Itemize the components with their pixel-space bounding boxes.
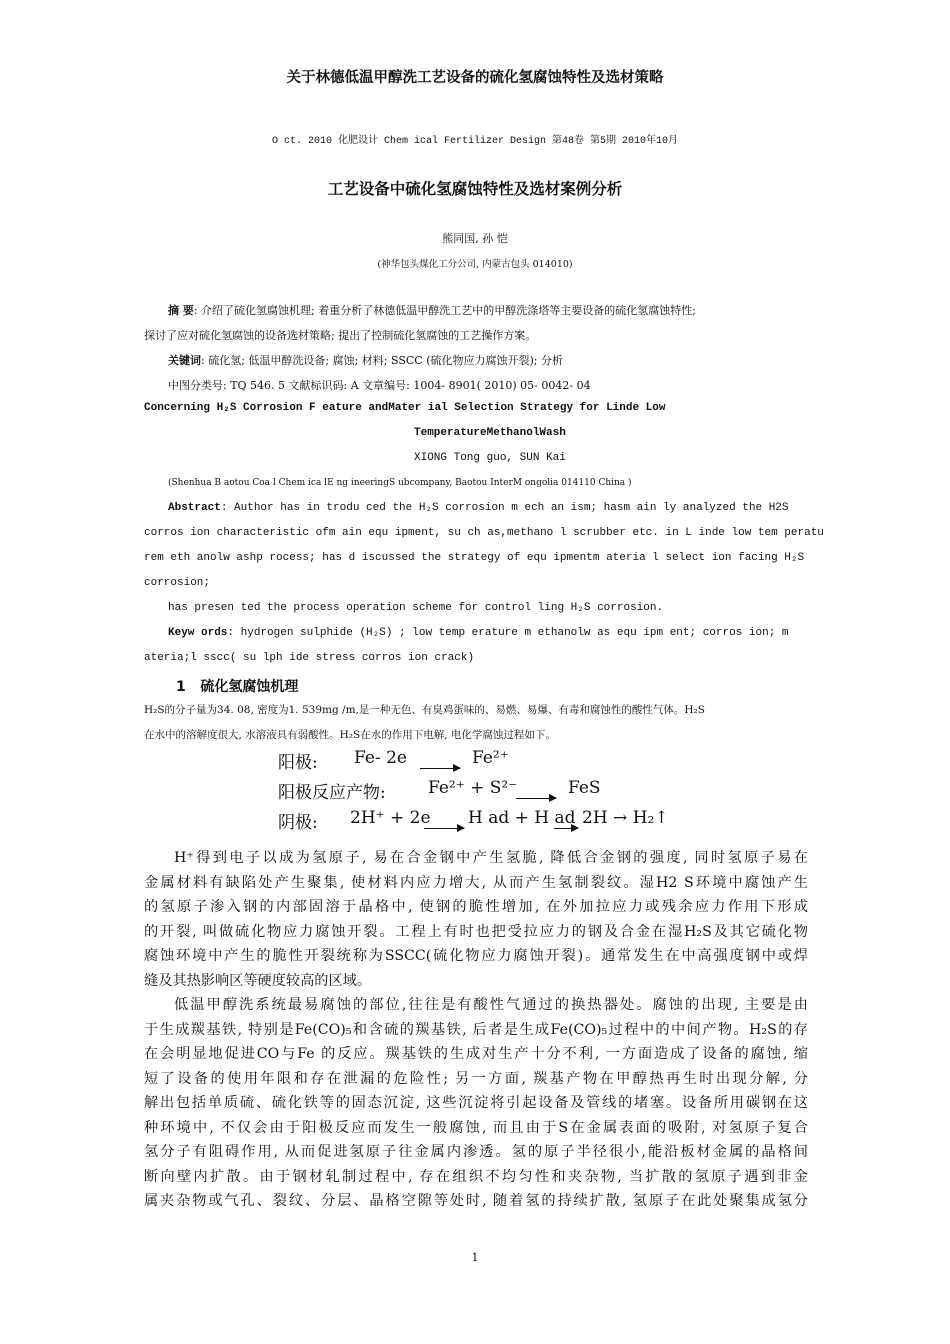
- paragraph-2-line: 种环境中, 不仅会由于阳极反应而发生一般腐蚀, 而且由于S在金属表面的吸附, 对氢原子复合: [144, 1119, 808, 1136]
- cathode-right: 2H → H₂↑: [582, 808, 669, 828]
- product-left: Fe²⁺ + S²⁻: [428, 778, 518, 798]
- section-1-intro-2: 在水中的溶解度很大, 水溶液具有弱酸性。H₂S在水的作用下电解, 电化学腐蚀过程如下。: [144, 729, 556, 741]
- article-title: 工艺设备中硫化氢腐蚀特性及选材案例分析: [327, 180, 623, 198]
- paragraph-1-line: 的氢原子渗入钢的内部固溶于晶格中, 使钢的脆性增加, 在外加拉应力或残余应力作用下形成: [144, 899, 808, 915]
- abstract-en-text-2: corros ion characteristic ofm ain equ ipment, su ch as,methano l scrubber etc. in L inde low tem peratu: [144, 527, 824, 539]
- abstract-en-text-4: corrosion;: [144, 577, 211, 589]
- keywords-cn-label: 关键词: [168, 354, 201, 367]
- keywords-en-text-1: : hydrogen sulphide (H₂S) ; low temp erature m ethanolw as equ ipm ent; corros ion; m: [227, 627, 789, 639]
- document-title: 关于林德低温甲醇洗工艺设备的硫化氢腐蚀特性及选材策略: [286, 70, 664, 86]
- paragraph-2-line: 解出包括单质硫、硫化铁等的固态沉淀, 这些沉淀将引起设备及管线的堵塞。设备所用碳钢在这: [144, 1095, 808, 1111]
- anode-right: Fe²⁺: [472, 748, 509, 768]
- keywords-en-label: Keyw ords: [168, 627, 228, 639]
- english-authors: XIONG Tong guo, SUN Kai: [414, 452, 566, 464]
- paragraph-2-line: 短了设备的使用年限和存在泄漏的危险性; 另一方面, 羰基产物在甲醇热再生时出现分解, 分: [144, 1070, 808, 1087]
- cathode-label: 阴极:: [278, 813, 318, 833]
- abstract-cn-line-1: [168, 302, 808, 318]
- paragraph-2-line: 在会明显地促进CO与Fe 的反应。羰基铁的生成对生产十分不利, 一方面造成了设备的腐蚀, 缩: [144, 1046, 808, 1062]
- english-title-line-1: Concerning H₂S Corrosion F eature andMater ial Selection Strategy for Linde Low: [144, 402, 666, 414]
- product-label: 阳极反应产物:: [278, 783, 386, 803]
- paragraph-1-line: 的开裂, 叫做硫化物应力腐蚀开裂。工程上有时也把受拉应力的钢及合金在湿H₂S及其它硫化物: [144, 923, 808, 940]
- classification-line: 中图分类号: TQ 546. 5 文献标识码: A 文章编号: 1004- 8901( 2010) 05- 0042- 04: [168, 379, 591, 392]
- cathode-arrow-2: [554, 818, 578, 838]
- keywords-cn-text: : 硫化氢; 低温甲醇洗设备; 腐蚀; 材料; SSCC (硫化物应力腐蚀开裂); 分析: [201, 354, 564, 367]
- paragraph-1-line: 腐蚀环境中产生的脆性开裂统称为SSCC(硫化物应力腐蚀开裂)。通常发生在中高强度钢中或焊: [144, 948, 808, 964]
- page-number: 1: [471, 1251, 479, 1264]
- abstract-cn-text-2: 探讨了应对硫化氢腐蚀的设备选材策略; 提出了控制硫化氢腐蚀的工艺操作方案。: [144, 329, 537, 342]
- section-1-number: 1: [176, 679, 186, 695]
- keywords-en-line-1: [168, 627, 789, 639]
- cathode-mid: H ad + H ad: [468, 808, 576, 828]
- journal-line: O ct. 2010 化肥设计 Chem ical Fertilizer Design 第48卷 第5期 2010年10月: [271, 136, 679, 147]
- anode-left: Fe- 2e: [354, 748, 407, 768]
- english-affiliation: (Shenhua B aotou Coa l Chem ica lE ng ineeringS ubcompany, Baotou InterM ongolia 014110 China ): [168, 478, 632, 488]
- abstract-en-line-1: [168, 502, 808, 514]
- paragraph-1-line: 金属材料有缺陷处产生聚集, 使材料内应力增大, 从而产生氢制裂纹。湿H2 S环境中腐蚀产生: [144, 874, 808, 891]
- paragraph-2-line: 属夹杂物或气孔、裂纹、分层、晶格空隙等处时, 随着氢的持续扩散, 氢原子在此处聚集成氢分: [144, 1193, 808, 1209]
- anode-label: 阳极:: [278, 753, 318, 773]
- cathode-left: 2H⁺ + 2e: [350, 808, 431, 828]
- section-1-title: 硫化氢腐蚀机理: [200, 679, 299, 695]
- reaction-equations: [278, 748, 678, 834]
- abstract-en-text-3: rem eth anolw ashp rocess; has d iscussed the strategy of equ ipmentm ateria l select ion facing H₂S: [144, 552, 805, 564]
- keywords-cn-line: [168, 352, 563, 368]
- abstract-en-label: Abstract: [168, 502, 221, 514]
- product-arrow: [516, 788, 556, 808]
- paragraph-2-line: 于生成羰基铁, 特别是Fe(CO)₅和含硫的羰基铁, 后者是生成Fe(CO)₅过程中的中间产物。H₂S的存: [144, 1021, 808, 1038]
- section-1-intro-1: H₂S的分子量为34. 08, 密度为1. 539mg /m,是一种无色、有臭鸡蛋味的、易燃、易爆、有毒和腐蚀性的酸性气体。H₂S: [144, 704, 705, 716]
- paragraph-2-line: 低温甲醇洗系统最易腐蚀的部位,往往是有酸性气通过的换热器处。腐蚀的出现, 主要是由: [174, 997, 808, 1013]
- abstract-en-text-5: has presen ted the process operation scheme for control ling H₂S corrosion.: [168, 602, 664, 614]
- authors: 熊同国, 孙 恺: [442, 232, 508, 245]
- paragraph-2: [144, 993, 808, 1214]
- cathode-arrow-1: [424, 818, 464, 838]
- paragraph-1-line: H⁺得到电子以成为氢原子, 易在合金钢中产生氢脆, 降低合金钢的强度, 同时氢原子易在: [174, 850, 808, 866]
- paragraph-2-line: 氢分子有阻碍作用, 从而促进氢原子往金属内渗透。氢的原子半径很小,能沿板材金属的晶格间: [144, 1144, 808, 1160]
- paragraph-1-line: 缝及其热影响区等硬度较高的区域。: [144, 972, 372, 989]
- abstract-cn-label: 摘 要: [168, 304, 194, 317]
- anode-arrow: [420, 758, 460, 778]
- paragraph-1: [144, 846, 808, 993]
- section-1-heading: [176, 676, 298, 696]
- abstract-cn-text-1: : 介绍了硫化氢腐蚀机理; 着重分析了林德低温甲醇洗工艺中的甲醇洗涤塔等主要设备的硫化氢腐蚀特性;: [193, 304, 696, 317]
- paragraph-2-line: 断向壁内扩散。由于钢材轧制过程中, 存在组织不均匀性和夹杂物, 当扩散的氢原子遇到非金: [144, 1168, 808, 1185]
- affiliation: (神华包头煤化工分公司, 内蒙古包头 014010): [377, 259, 573, 270]
- product-right: FeS: [568, 778, 601, 798]
- english-title-line-2: TemperatureMethanolWash: [414, 427, 566, 439]
- keywords-en-text-2: ateria;l sscc( su lph ide stress corros ion crack): [144, 652, 475, 664]
- abstract-en-text-1: : Author has in trodu ced the H₂S corrosion m ech an ism; hasm ain ly analyzed the H2S: [220, 502, 789, 514]
